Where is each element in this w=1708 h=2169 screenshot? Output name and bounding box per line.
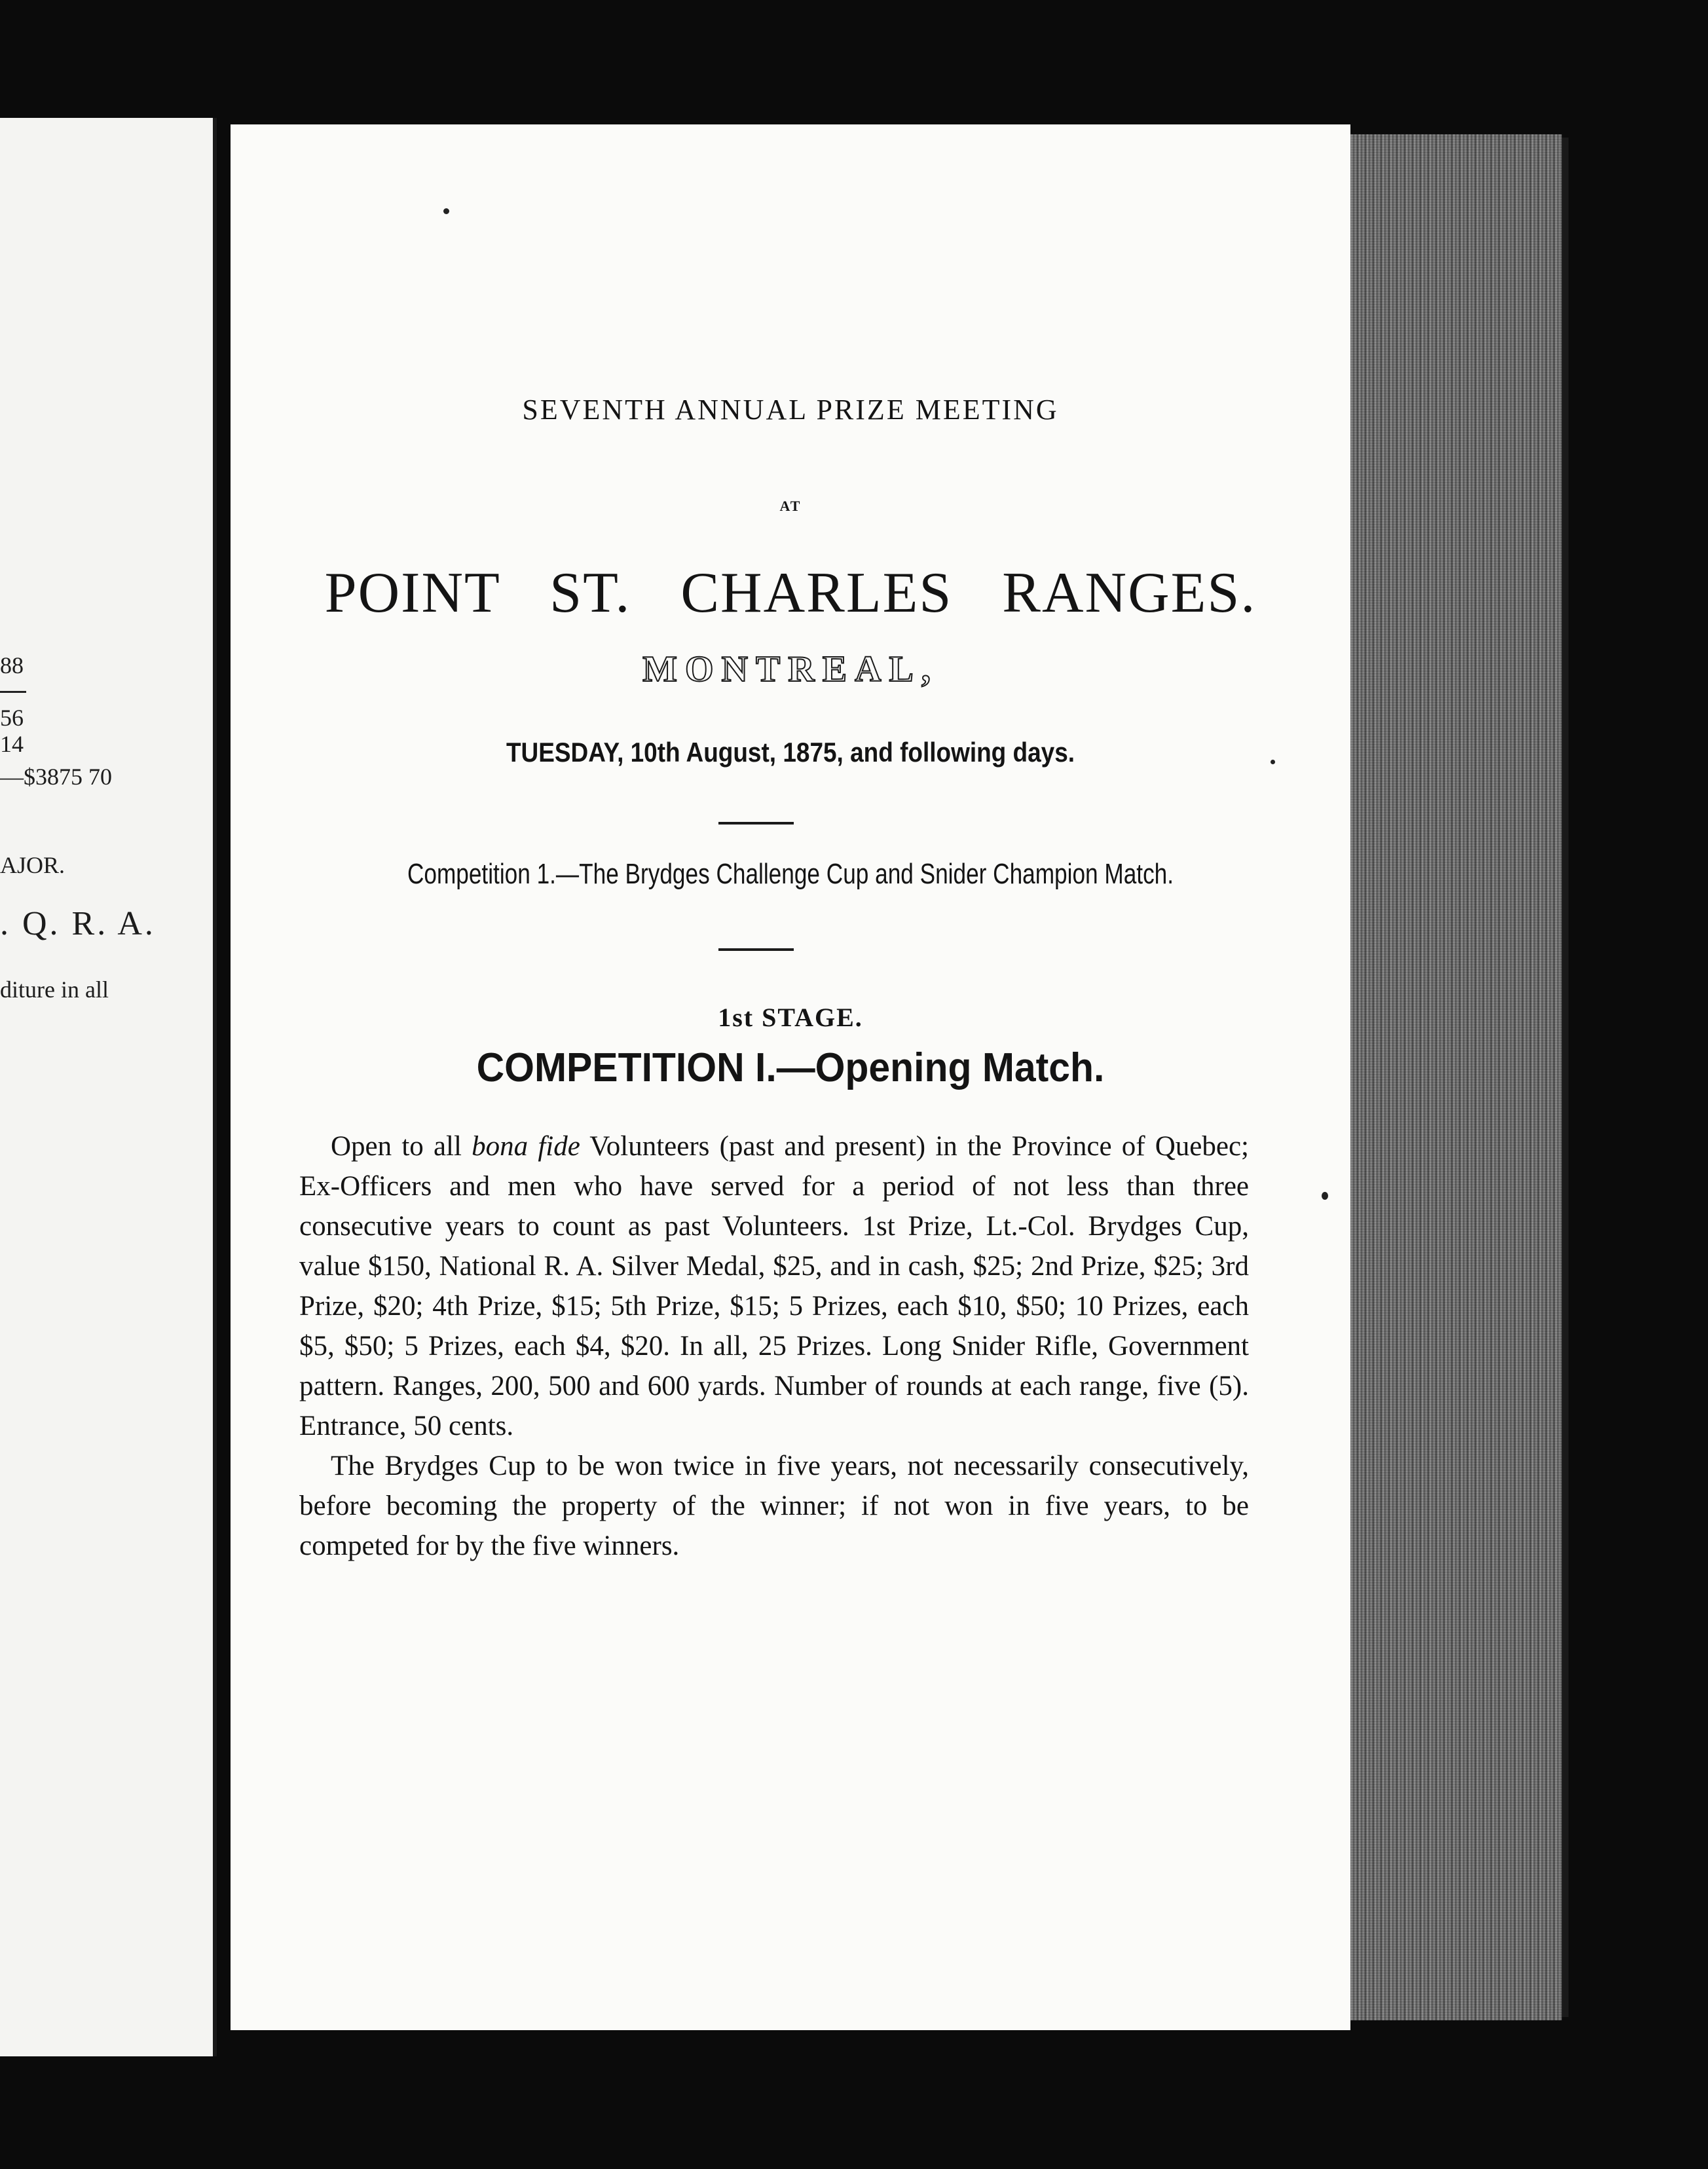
left-line-expenditure: diture in all: [0, 976, 109, 1003]
left-line-total: —$3875 70: [0, 764, 112, 790]
divider-rule: [718, 948, 794, 951]
page-edges: [1346, 134, 1562, 2020]
at-label: AT: [779, 498, 802, 514]
main-page: [231, 124, 1350, 2030]
ink-speck: [443, 208, 449, 214]
left-rule: [0, 691, 26, 693]
city-title: MONTREAL,: [642, 649, 938, 690]
body-text: [299, 1126, 1249, 1566]
para1-italic: bona fide: [472, 1131, 580, 1162]
meeting-title: SEVENTH ANNUAL PRIZE MEETING: [522, 394, 1059, 426]
competition-line: Competition 1.—The Brydges Challenge Cup and Snider Champion Match.: [407, 858, 1174, 890]
competition-heading: COMPETITION I.—Opening Match.: [476, 1045, 1105, 1090]
left-page: [0, 118, 217, 2056]
stage-heading: 1st STAGE.: [718, 1003, 863, 1032]
ink-speck: [1271, 760, 1275, 764]
date-line: TUESDAY, 10th August, 1875, and following days.: [506, 737, 1075, 768]
left-line-pqra: . Q. R. A.: [0, 905, 156, 942]
paragraph-rules: [299, 1126, 1249, 1446]
paragraph-cup: The Brydges Cup to be won twice in five years, not necessarily consecutively, before becoming the property of the winner; if not won in five years, to be competed for by the five winners.: [299, 1451, 1249, 1561]
left-line-56: 56: [0, 705, 24, 731]
left-line-14: 14: [0, 731, 24, 757]
left-line-major: AJOR.: [0, 852, 65, 878]
divider-rule: [718, 822, 794, 825]
para1-start: Open to all: [331, 1131, 472, 1162]
venue-title: POINT ST. CHARLES RANGES.: [324, 561, 1257, 625]
ink-speck: [1322, 1192, 1328, 1200]
page-edge-shadow: [1562, 138, 1569, 2017]
para1-rest: Volunteers (past and present) in the Province of Quebec; Ex-Officers and men who have served for a period of not less than three consecutive years to count as past Volunteers. 1st Prize, Lt.-Col. Brydges Cup, value $150, National R. A. Silver Medal, $25, and in cash, $25; 2nd Prize, $25; 3rd Prize, $20; 4th Prize, $15; 5th Prize, $15; 5 Prizes, each $10, $50; 10 Prizes, each $5, $50; 5 Prizes, each $4, $20. In all, 25 Prizes. Long Snider Rifle, Government pattern. Ranges, 200, 500 and 600 yards. Number of rounds at each range, five (5). Entrance, 50 cents.: [299, 1131, 1250, 1441]
left-line-88: 88: [0, 652, 24, 678]
